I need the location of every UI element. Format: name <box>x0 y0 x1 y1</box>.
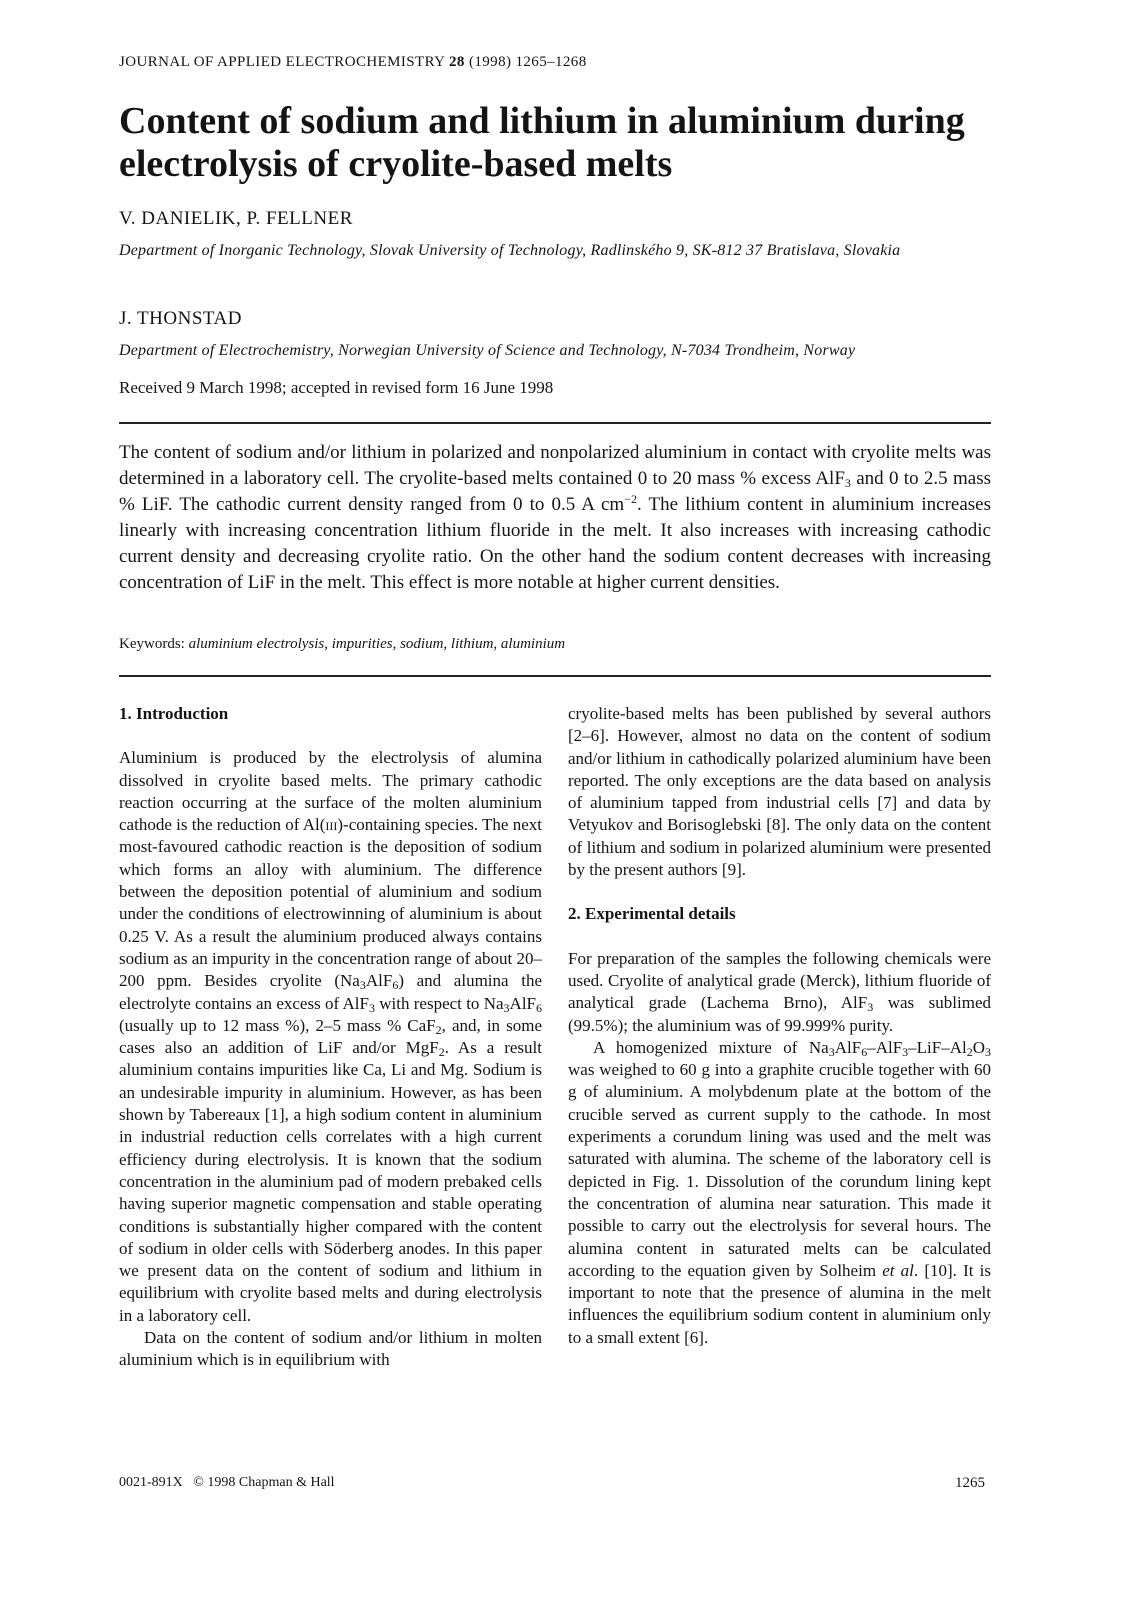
subscript: 3 <box>867 1000 874 1015</box>
subscript: 3 <box>985 1044 991 1059</box>
subscript: 2 <box>435 1022 442 1037</box>
subscript: 3 <box>368 1000 375 1015</box>
text-run: –AlF <box>867 1037 903 1057</box>
subscript: 6 <box>536 1000 543 1015</box>
abstract-text: and 0 to 2.5 mass % LiF. The cathodic current density ranged from 0 to 0.5 A cm <box>119 468 991 515</box>
keywords-label: Keywords: <box>119 636 185 652</box>
subscript: 2 <box>966 1044 973 1059</box>
subscript: 3 <box>503 1000 510 1015</box>
text-run: , and, in some cases also an addition of LiF and/or MgF <box>119 1015 542 1058</box>
header-divider <box>119 422 991 424</box>
affiliation-2: Department of Electrochemistry, Norwegian University of Science and Technology, N-7034 Trondheim, Norway <box>119 342 856 359</box>
intro-paragraph-2-continued: cryolite-based melts has been published by several authors [2–6]. However, almost no data on the content of sodium and/or lithium in cathodically polarized aluminium have been reported. The only exceptions are the data based on analysis of aluminium tapped from industrial cells [7] and data by Vetyukov and Borisoglebski [8]. The only data on the content of lithium and sodium in polarized aluminium were presented by the present authors [9]. <box>568 704 991 880</box>
text-run: )-containing species. The next most-favoured cathodic reaction is the deposition of sodium which forms an alloy with aluminium. The difference between the deposition potential of aluminium and sodium under the conditions of electrowinning of aluminium is about 0.25 V. As a result the aluminium produced always contains sodium as an impurity in the concentration range of about 20–200 ppm. Besides cryolite (Na <box>119 815 543 991</box>
text-run: was weighed to 60 g into a graphite crucible together with 60 g of aluminium. A molybdenum plate at the bottom of the crucible served as current supply to the cathode. In most experiments a corundum lining was used and the melt was saturated with alumina. The scheme of the laboratory cell is depicted in Fig. 1. Dissolution of the corundum lining kept the concentration of alumina near saturation. This made it possible to carry out the electrolysis for several hours. The alumina content in saturated melts can be calculated according to the equation given by Solheim <box>568 1060 991 1280</box>
text-run: was sublimed (99.5%); the aluminium was of 99.999% purity. <box>568 993 991 1035</box>
issn-code: 0021-891X <box>119 1475 183 1490</box>
abstract-text: The content of sodium and/or lithium in polarized and nonpolarized aluminium in contact with cryolite melts was determined in a laboratory cell. The cryolite-based melts contained 0 to 20 mass % excess AlF <box>119 442 991 489</box>
superscript: −2 <box>624 492 637 506</box>
journal-name: JOURNAL OF APPLIED ELECTROCHEMISTRY <box>119 54 445 70</box>
copyright: © 1998 Chapman & Hall <box>193 1475 335 1490</box>
text-run: with respect to Na <box>374 993 504 1013</box>
subscript: 3 <box>902 1044 909 1059</box>
text-run: AlF <box>834 1037 862 1057</box>
text-run: (usually up to 12 mass %), 2–5 mass % CaF <box>119 1015 436 1035</box>
journal-volume: 28 <box>449 54 465 70</box>
left-column <box>119 703 542 1372</box>
abstract <box>119 440 991 596</box>
keywords <box>119 636 565 653</box>
text-run: . As a result aluminium contains impurities like Ca, Li and Mg. Sodium is an undesirable impurity in aluminium. However, as has been shown by Tabereaux [1], a high sodium content in aluminium in industrial reduction cells correlates with a high current efficiency during electrolysis. It is known that the sodium concentration in the aluminium pad of modern prebaked cells having superior magnetic compensation and stable operating conditions is substantially higher compared with the content of sodium in older cells with Söderberg anodes. In this paper we present data on the content of sodium and lithium in equilibrium with cryolite based melts and during electrolysis in a laboratory cell. <box>119 1038 542 1325</box>
experimental-paragraph-1 <box>568 948 991 1037</box>
section-heading-experimental: 2. Experimental details <box>568 904 736 924</box>
text-run: AlF <box>509 993 537 1013</box>
intro-paragraph-2-start: Data on the content of sodium and/or lithium in molten aluminium which is in equilibrium with <box>119 1328 542 1370</box>
subscript: 3 <box>828 1044 835 1059</box>
text-run: et al <box>882 1260 914 1280</box>
journal-header <box>119 54 587 71</box>
text-run: –LiF–Al <box>908 1037 967 1057</box>
affiliation-1: Department of Inorganic Technology, Slovak University of Technology, Radlinského 9, SK-812 37 Bratislava, Slovakia <box>119 242 901 259</box>
keywords-list: aluminium electrolysis, impurities, sodium, lithium, aluminium <box>188 636 566 652</box>
intro-paragraph-1 <box>119 747 542 1327</box>
experimental-paragraph-2 <box>568 1037 991 1349</box>
right-column <box>568 703 991 1349</box>
footer-issn-copyright <box>119 1475 335 1491</box>
text-run: For preparation of the samples the following chemicals were used. Cryolite of analytical grade (Merck), lithium fluoride of analytical grade (Lachema Brno), AlF <box>568 948 991 1013</box>
abstract-text: . The lithium content in aluminium increases linearly with increasing concentration lithium fluoride in the melt. It also increases with increasing cathodic current density and decreasing cryolite ratio. On the other hand the sodium content decreases with increasing concentration of LiF in the melt. This effect is more notable at higher current densities. <box>119 494 991 593</box>
authors-group-1: V. DANIELIK, P. FELLNER <box>119 208 353 229</box>
subscript: 6 <box>392 978 399 993</box>
authors-group-2: J. THONSTAD <box>119 308 242 329</box>
received-dates: Received 9 March 1998; accepted in revised form 16 June 1998 <box>119 378 554 397</box>
text-run: ) and alumina the electrolyte contains an excess of AlF <box>119 971 542 1013</box>
text-run: O <box>972 1037 985 1057</box>
journal-year-pages: (1998) 1265–1268 <box>468 54 587 70</box>
subscript: 3 <box>359 978 366 993</box>
spacer <box>568 881 991 903</box>
subscript: 3 <box>844 476 851 490</box>
text-run: A homogenized mixture of Na <box>593 1037 829 1057</box>
article-title: Content of sodium and lithium in aluminium during electrolysis of cryolite-based melts <box>119 100 965 185</box>
subscript: 6 <box>861 1044 868 1059</box>
text-run: AlF <box>365 971 393 991</box>
section-heading-introduction: 1. Introduction <box>119 704 229 723</box>
text-run: . [10]. It is important to note that the presence of alumina in the melt influences the equilibrium sodium content in aluminium only to a small extent [6]. <box>568 1260 991 1347</box>
subscript: 2 <box>438 1045 445 1060</box>
page-number: 1265 <box>955 1475 985 1491</box>
text-run: iii <box>325 815 338 835</box>
abstract-divider <box>119 675 991 677</box>
text-run: Aluminium is produced by the electrolysis of alumina dissolved in cryolite based melts. The primary cathodic reaction occurring at the surface of the molten aluminium cathode is the reduction of Al( <box>119 748 542 835</box>
